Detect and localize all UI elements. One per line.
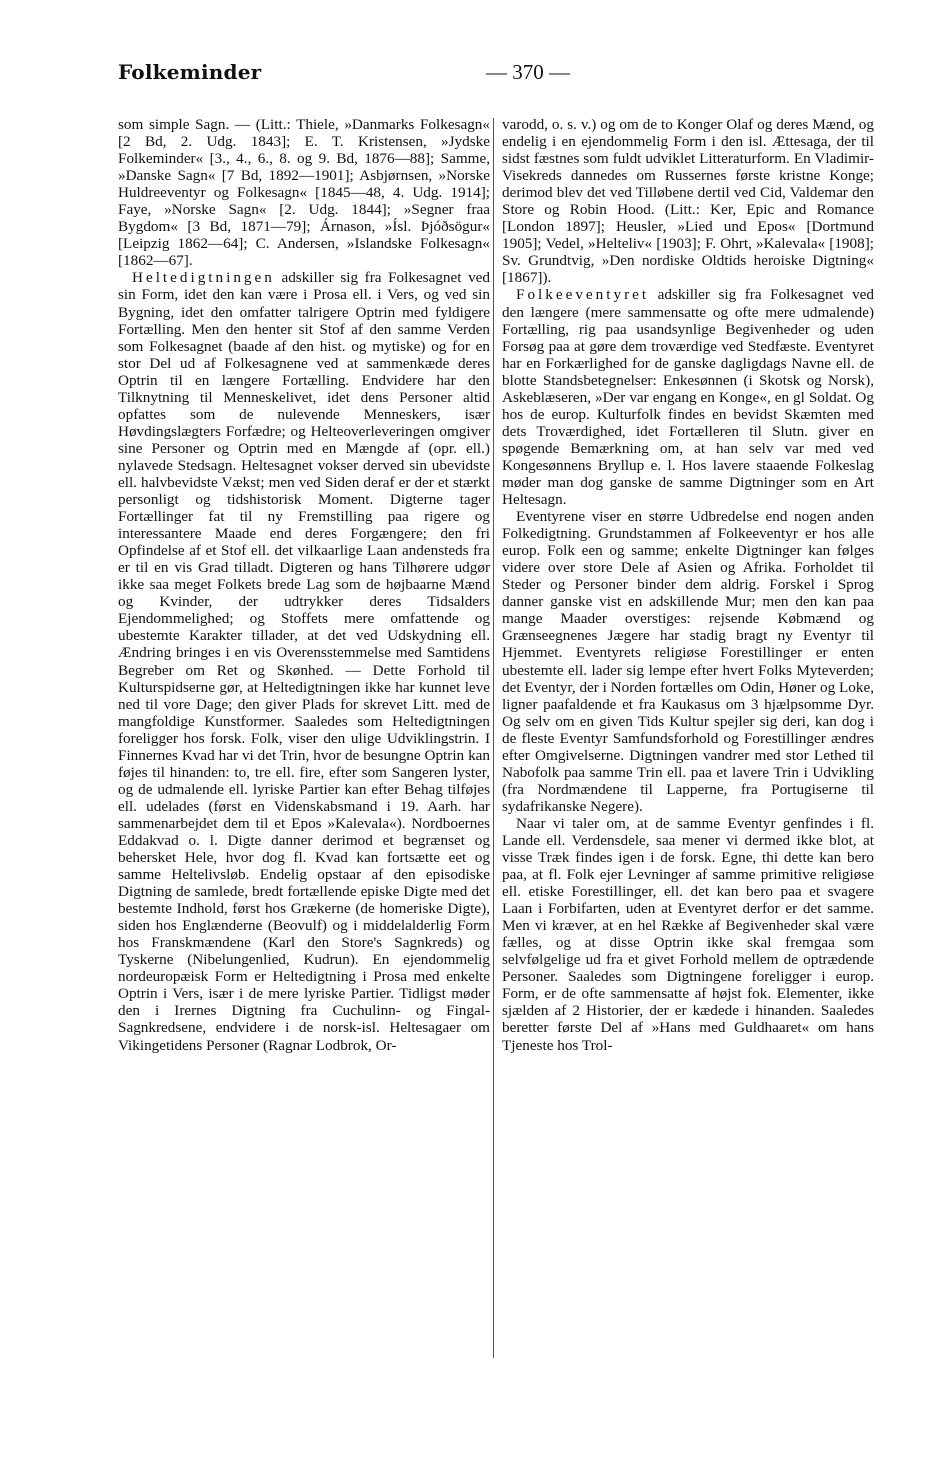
running-title: Folkeminder <box>118 60 262 84</box>
paragraph-heltedigtningen <box>118 269 490 1053</box>
page-header <box>118 60 878 92</box>
paragraph-eventyrene: Eventyrene viser en større Udbredelse end nogen anden Folkedigtning. Grundstammen af Folkeeventyr er hos alle europ. Folk een og samme; enkelte Digtninger kan følges videre over store Dele af Asien og Afrika. Forholdet til Steder og Personer binder dem aldrig. Forskel i Sprog danner ganske vist en adskillende Mur; men den kan paa mange Maader overstiges: rejsende Købmænd og Grænseegnenes Jægere har stadig bragt ny Eventyr til Hjemmet. Eventyrets religiøse Forestillinger er enten ubestemte ell. lader sig lempe efter hvert Folks Myteverden; det Eventyr, der i Norden fortælles om Odin, Høner og Loke, ligner paafaldende et fra Kaukasus om 3 hjælpsomme Dyr. Og selv om en given Tids Kultur spejler sig deri, kan dog i de fleste Eventyr Samfundsforhold og Forestillinger ændres efter Omgivelserne. Digtningen vandrer med stor Lethed til Nabofolk paa samme Trin ell. paa et lavere Trin i Udvikling (fra Nordmændene til Lapperne, fra Portugiserne til sydafrikanske Negere). <box>502 508 874 815</box>
heading-heltedigtningen: Heltedigtningen <box>132 269 275 287</box>
paragraph-folkeeventyret-text: adskiller sig fra Folkesagnet ved den længere (mere sammensatte og ofte mere udmalende) Fortælling, rig paa usandsynlige Begivenheder og uden Forsøg paa at gøre dem troværdige ved Stedfæste. Eventyret har en Forkærlighed for de ganske dagligdags Navne ell. de blotte Standsbetegnelser: Enkesønnen (i Skotsk og Norsk), Askeblæseren, »Der var engang en Konge«, en gl Soldat. Og hos de europ. Kulturfolk findes en bevidst Skæmten med dets Troværdighed, idet Fortælleren til Slutn. giver en spøgende Bemærkning om, at han selv var med ved Kongesønnens Bryllup e. l. Hos lavere staaende Folkeslag møder man dog ganske de samme Digtninger som en Art Heltesagn. <box>502 286 874 509</box>
column-divider <box>493 118 494 1358</box>
paragraph-naar-vi-taler: Naar vi taler om, at de samme Eventyr genfindes i fl. Lande ell. Verdensdele, saa mener vi dermed ikke blot, at visse Træk findes igen i de forsk. Egne, thi dette kan bero paa, at fl. Folk ejer Levninger af samme primitive religiøse ell. etiske Forestillinger, ell. det kan bero paa et svagere Laan i Forbifarten, uden at Eventyret derfor er det samme. Men vi kræver, at en hel Række af Begivenheder skal være fælles, og at disse Optrin ikke skal fremgaa som selvfølgelige ud fra et givet Forhold mellem de optrædende Personer. Saaledes som Digtningene foreligger i europ. Form, er de ofte sammensatte af højst fok. Elementer, ikke sjælden af 2 Historier, der er kædede i hinanden. Saaledes beretter første Del af »Hans med Guldhaaret« om hans Tjeneste hos Trol- <box>502 814 874 1054</box>
right-column <box>502 116 874 1054</box>
page-number: — 370 — <box>486 60 570 84</box>
paragraph-heltedigt-literature: varodd, o. s. v.) og om de to Konger Olaf og deres Mænd, og endelig i en ejendommelig Form i den isl. Ættesaga, der til sidst fæstnes som fuldt udviklet Litteraturform. En Vladimir-Visekreds dannedes om Russernes første kristne Konge; derimod blev det ved Tilløbene dertil ved Cid, Valdemar den Store og Robin Hood. (Litt.: Ker, Epic and Romance [London 1897]; Heusler, »Lied und Epos« [Dortmund 1905]; Vedel, »Helteliv« [1903]; F. Ohrt, »Kalevala« [1908]; Sv. Grundtvig, »Den nordiske Oldtids heroiske Digtning« [1867]). <box>502 116 874 287</box>
left-column <box>118 116 490 1054</box>
paragraph-folkeeventyret <box>502 286 874 508</box>
paragraph-sagn-literature: som simple Sagn. — (Litt.: Thiele, »Danmarks Folkesagn« [2 Bd, 2. Udg. 1843]; E. T. Kristensen, »Jydske Folkeminder« [3., 4., 6., 8. og 9. Bd, 1876—88]; Samme, »Danske Sagn« [7 Bd, 1892—1901]; Asbjørnsen, »Norske Huldreeventyr og Folkesagn« [1845—48, 4. Udg. 1914]; Faye, »Norske Sagn« [2. Udg. 1844]; »Segner fraa Bygdom« [3 Bd, 1871—79]; Árnason, »Ísl. Þjóðsögur« [Leipzig 1862—64]; C. Andersen, »Islandske Folkesagn« [1862—67]. <box>118 116 490 270</box>
paragraph-heltedigtningen-text: adskiller sig fra Folkesagnet ved sin Form, idet den kan være i Prosa ell. i Vers, og ved sin Bygning, idet den omfatter talrigere Optrin med fyldigere Fortælling. Men den henter sit Stof af den samme Verden som Folkesagnet (baade af den hist. og mytiske) og for en stor Del ud af Folkesagnene ved at sammenkæde deres Optrin til en længere Fortælling. Endvidere har den Tilknytning til Menneskelivet, idet dens Personer altid opfattes som de nulevende Menneskers, især Høvdingslægters Forfædre; og Helteoverleveringen omgiver sine Personer og Optrin med en Mængde af (opr. ell.) nylavede Stedsagn. Heltesagnet vokser derved sin ubevidste ell. halvbevidste Vækst; men ved Siden deraf er der et stærkt personligt og tidshistorisk Moment. Digterne tager Fortællinger fat til ny Fremstilling paa rigere og interessantere Maade end deres Forgængere; den fri Opfindelse af et Stof ell. det vilkaarlige Laan andensteds fra er til en vis Grad tilladt. Digteren og hans Tilhørere udgør ikke saa meget Folkets brede Lag som de højbaarne Mænd og Kvinder, der udtrykker deres Tidsalders Ejendommelighed; og Stoffets mere omfattende og ubestemte Karakter tillader, at det ved Udskydning ell. Ændring bringes i en vis Overensstemmelse med Samtidens Begreber om Ret og Skønhed. — Dette Forhold til Kulturspidserne gør, at Heltedigtningen ikke har kunnet leve ned til vore Dage; den giver Plads for skrevet Litt. med de mangfoldige Kunstformer. Saaledes som Heltedigtningen foreligger hos forsk. Folk, viser den ulige Udviklingstrin. I Finnernes Kvad har vi det Trin, hvor de besungne Optrin kan føjes til hinanden: to, tre ell. fire, efter som Sangeren lyster, og de udmalende ell. lyriske Partier kan efter Behag tilføjes ell. udelades (først en Videnskabsmand i 19. Aarh. har sammenarbejdet dem til et Epos »Kalevala«). Nordboernes Eddakvad o. l. Digte danner derimod et begrænset og behersket Hele, hvor dog fl. Kvad kan fortsætte eet og samme Heltelivsløb. Endelig opstaar af den episodiske Digtning de samlede, bredt fortællende episke Digte med det bestemte Indhold, først hos Grækerne (de homeriske Digte), siden hos Englænderne (Beovulf) og i middelalderlig Form hos Franskmændene (Karl den Store's Sagnkreds) og Tyskerne (Nibelungenlied, Kudrun). En ejendommelig nordeuropæisk Form er Heltedigtning i Prosa med enkelte Optrin i Vers, især i de mere lyriske Partier. Tidligst møder den i Irernes Digtning fra Cuchulinn- og Fingal-Sagnkredsene, endvidere i de norsk-isl. Heltesagaer om Vikingetidens Personer (Ragnar Lodbrok, Or- <box>118 269 490 1054</box>
heading-folkeeventyret: Folkeeventyret <box>516 286 650 304</box>
